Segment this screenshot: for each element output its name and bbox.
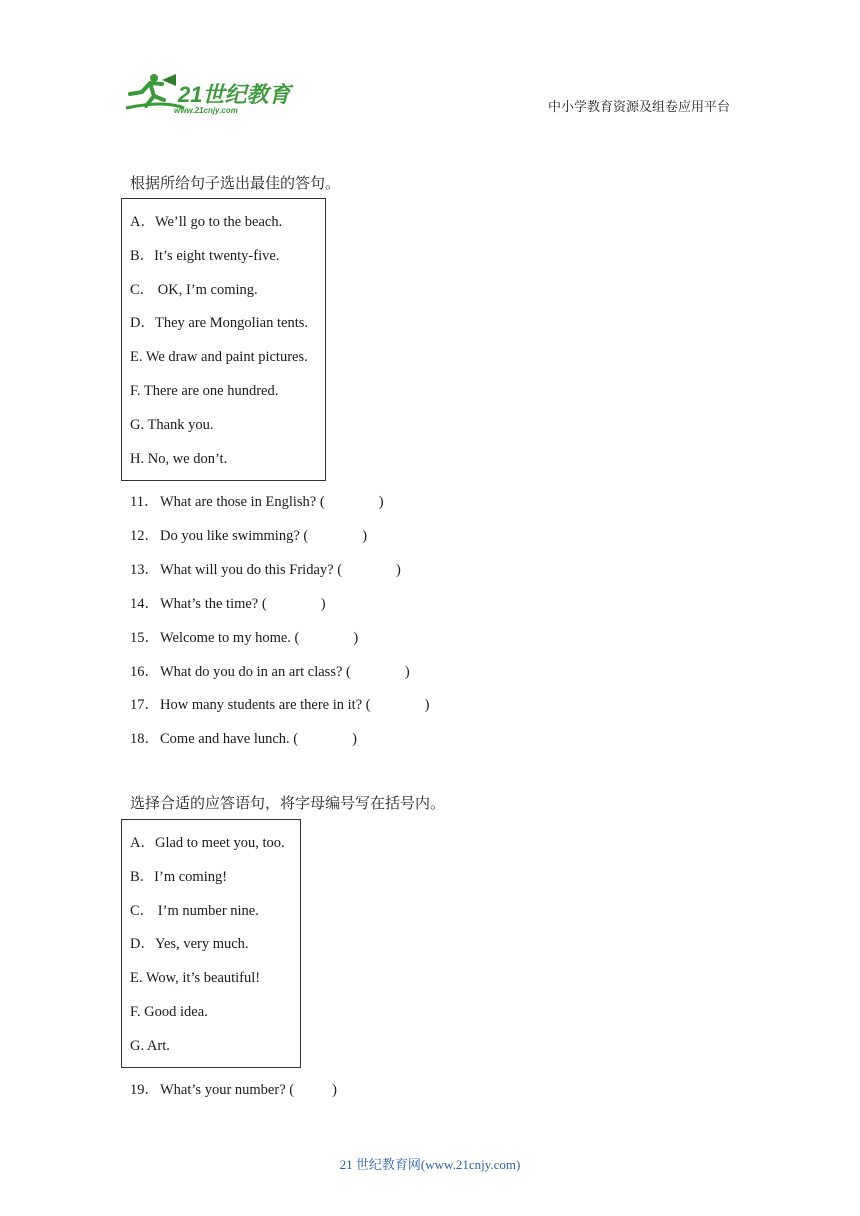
- section2-option-box: [121, 819, 301, 1068]
- question-15: [130, 626, 358, 647]
- question-18: [130, 727, 357, 748]
- question-12: [130, 524, 367, 545]
- close-paren: ): [396, 562, 401, 578]
- question-number: 17．: [130, 697, 159, 713]
- question-text: What’s your number? (: [160, 1082, 295, 1098]
- question-number: 19．: [130, 1082, 159, 1098]
- question-19: [130, 1078, 337, 1099]
- site-name: 中小学教育资源及组卷应用平台: [547, 99, 730, 114]
- close-paren: ): [352, 731, 357, 747]
- question-13: [130, 558, 401, 579]
- question-number: 15．: [130, 630, 159, 646]
- footer-link[interactable]: 21 世纪教育网(www.21cnjy.com): [339, 1157, 521, 1172]
- option-b: B．I’m coming!: [130, 868, 228, 885]
- option-g: G. Thank you.: [130, 416, 214, 433]
- question-number: 14．: [130, 596, 159, 612]
- question-text: What’s the time? (: [160, 596, 267, 612]
- close-paren: ): [404, 664, 410, 680]
- question-text: What do you do in an art class? (: [160, 664, 351, 680]
- option-b: B．It’s eight twenty-five.: [130, 247, 280, 264]
- option-c: C． I’m number nine.: [130, 902, 259, 919]
- question-text: What will you do this Friday? (: [160, 562, 343, 578]
- question-text: Come and have lunch. (: [160, 731, 299, 747]
- question-number: 11．: [130, 494, 159, 510]
- option-a: A．Glad to meet you, too.: [130, 835, 285, 851]
- option-e: E. Wow, it’s beautiful!: [130, 970, 261, 987]
- option-e: E. We draw and paint pictures.: [130, 349, 308, 366]
- question-14: [130, 592, 326, 613]
- option-f: F. There are one hundred.: [130, 382, 279, 399]
- close-paren: ): [378, 494, 384, 510]
- close-paren: ): [320, 596, 326, 612]
- question-number: 13．: [130, 562, 159, 578]
- question-11: [130, 490, 384, 511]
- logo-url: www.21cnjy.com: [174, 106, 238, 115]
- question-number: 18．: [130, 731, 159, 747]
- close-paren: ): [353, 630, 359, 646]
- question-number: 12．: [130, 528, 159, 544]
- question-text: Do you like swimming? (: [160, 528, 309, 544]
- question-text: Welcome to my home. (: [160, 630, 300, 646]
- question-16: [130, 660, 410, 681]
- question-text: What are those in English? (: [160, 494, 325, 510]
- section1-instruction: 根据所给句子选出最佳的答句。: [130, 176, 341, 192]
- option-h: H. No, we don’t.: [130, 450, 228, 467]
- close-paren: ): [362, 528, 368, 544]
- close-paren: ): [424, 697, 430, 713]
- option-g: G. Art.: [130, 1037, 170, 1054]
- section2-instruction: 选择合适的应答语句，将字母编号写在括号内。: [130, 796, 446, 812]
- section1-option-box: [121, 198, 326, 481]
- option-d: D．They are Mongolian tents.: [130, 315, 308, 332]
- site-logo[interactable]: [124, 70, 294, 116]
- option-c: C． OK, I’m coming.: [130, 281, 258, 298]
- option-d: D．Yes, very much.: [130, 936, 249, 953]
- runner-logo-icon: [124, 70, 294, 116]
- option-a: A．We’ll go to the beach.: [130, 214, 283, 230]
- close-paren: ): [332, 1082, 337, 1098]
- logo-title: 21世纪教育: [178, 82, 291, 107]
- option-f: F. Good idea.: [130, 1003, 208, 1020]
- question-number: 16．: [130, 664, 159, 680]
- question-text: How many students are there in it? (: [160, 697, 371, 713]
- question-17: [130, 693, 429, 714]
